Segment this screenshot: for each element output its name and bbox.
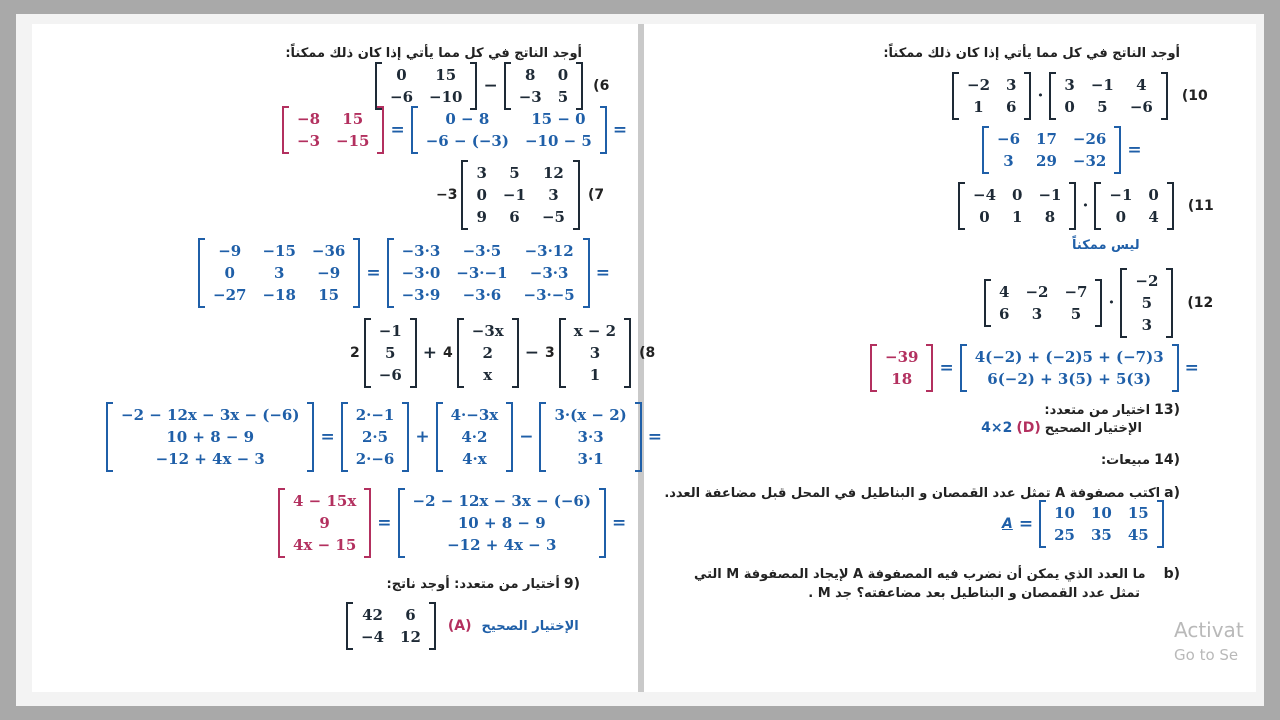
matrix-cell: 5: [385, 344, 396, 362]
minus-sign: −: [483, 76, 498, 96]
matrix-cell: −5: [541, 208, 565, 226]
matrix-cell: −3: [518, 88, 542, 106]
activation-watermark-line2: Go to Se: [1174, 646, 1239, 664]
matrix-cell: 0: [224, 264, 235, 282]
matrix-cell: 6: [509, 208, 520, 226]
problem-6: [375, 62, 609, 110]
problem-12-solution: [870, 344, 1201, 392]
matrix-cell: −36: [311, 242, 346, 260]
matrix-cell: −3·0: [401, 264, 441, 282]
matrix-cell: 5: [1097, 98, 1108, 116]
matrix-cell: 0: [476, 186, 487, 204]
equals-sign: =: [611, 513, 627, 533]
matrix-cell: 3: [1064, 76, 1075, 94]
p7-matrix: [461, 160, 579, 230]
p8-step-2: [436, 402, 514, 472]
equals-sign: =: [939, 358, 954, 378]
problem-7-label: (7: [587, 187, 605, 203]
matrix-cell: −2: [1025, 283, 1049, 301]
equals-sign: =: [366, 263, 381, 283]
problem-8-steps: [106, 402, 664, 472]
matrix-cell: 0 − 8: [445, 110, 490, 128]
p14a-answer: [1002, 500, 1164, 548]
matrix-cell: −1: [378, 322, 402, 340]
p14a-question: [664, 485, 1180, 501]
matrix-cell: 3: [548, 186, 559, 204]
problem-13-answer: [981, 420, 1142, 436]
problem-12-label: (12: [1187, 295, 1214, 311]
matrix-cell: 0: [396, 66, 407, 84]
problem-8-result: [278, 488, 628, 558]
matrix-cell: 3: [1003, 152, 1014, 170]
equals-sign: =: [390, 120, 405, 140]
plus-sign: +: [415, 427, 430, 447]
minus-sign: −: [524, 343, 539, 363]
right-instruction: أوجد الناتج في كل مما يأتي إذا كان ذلك ممكناً:: [883, 46, 1180, 61]
p13-answer-text: الإختيار الصحيح: [1044, 420, 1142, 436]
matrix-cell: −1: [1038, 186, 1062, 204]
dot-sign: ·: [1082, 196, 1089, 216]
p9-answer-matrix: [346, 602, 436, 650]
matrix-cell: −12 + 4x − 3: [155, 450, 265, 468]
matrix-cell: −3·6: [462, 286, 502, 304]
matrix-cell: 42: [362, 606, 383, 624]
matrix-cell: 15: [318, 286, 340, 304]
matrix-cell: −26: [1072, 130, 1107, 148]
matrix-cell: 5: [1070, 305, 1082, 323]
matrix-cell: 0: [557, 66, 569, 84]
matrix-cell: −6: [997, 130, 1021, 148]
matrix-cell: 8: [525, 66, 536, 84]
matrix-cell: −39: [885, 348, 919, 366]
matrix-cell: 3: [476, 164, 487, 182]
matrix-cell: 0: [1148, 186, 1159, 204]
problem-8-label: (8: [639, 345, 656, 361]
matrix-cell: 6: [999, 305, 1010, 323]
p9-answer-text: الإختيار الصحيح: [481, 618, 579, 634]
p8-coef-3: 3: [544, 345, 555, 361]
matrix-cell: 3·(x − 2): [554, 406, 627, 424]
p7-steps-matrix: [387, 238, 590, 308]
p11-matrix-a: [958, 182, 1076, 230]
matrix-cell: −6: [390, 88, 414, 106]
matrix-cell: −3·12: [524, 242, 574, 260]
activation-watermark-line1: Activat: [1174, 618, 1244, 642]
problem-7: [436, 160, 604, 230]
equals-sign: =: [377, 513, 392, 533]
p8-result-matrix: [278, 488, 371, 558]
matrix-cell: −4: [973, 186, 997, 204]
matrix-cell: 10 + 8 − 9: [166, 428, 255, 446]
matrix-cell: 3: [589, 344, 601, 362]
matrix-cell: 18: [891, 370, 913, 388]
matrix-cell: −3·3: [401, 242, 441, 260]
p9-text: أختيار من متعدد: أوجد ناتج:: [386, 576, 560, 592]
p14b-question: [694, 566, 1180, 582]
p13-choice: (D): [1016, 420, 1041, 436]
matrix-cell: 15: [342, 110, 364, 128]
problem-11: [958, 182, 1214, 230]
matrix-cell: 15 − 0: [531, 110, 586, 128]
problem-13-header: [1044, 402, 1180, 418]
p8-coef-2: 4: [443, 345, 453, 361]
matrix-cell: −8: [297, 110, 321, 128]
matrix-cell: 12: [400, 628, 421, 646]
matrix-cell: 5: [557, 88, 569, 106]
matrix-cell: 3·1: [577, 450, 604, 468]
matrix-cell: −9: [218, 242, 242, 260]
problem-10-result: [982, 126, 1144, 174]
matrix-cell: 4: [999, 283, 1010, 301]
matrix-cell: −27: [213, 286, 247, 304]
matrix-cell: 4 − 15x: [293, 492, 357, 510]
p8-combined-matrix-2: [398, 488, 606, 558]
equals-sign: =: [612, 120, 628, 140]
problem-14-label: 14): [1154, 452, 1180, 468]
p7-result-matrix: [198, 238, 360, 308]
p14a-label: a): [1164, 485, 1180, 501]
matrix-cell: 12: [543, 164, 564, 182]
matrix-cell: −1: [502, 186, 526, 204]
p11-not-possible: ليس ممكناً: [1072, 238, 1140, 253]
p6-matrix-b: [504, 62, 583, 110]
matrix-cell: −15: [262, 242, 296, 260]
matrix-cell: 25: [1054, 526, 1075, 544]
p14-text: مبيعات:: [1100, 452, 1151, 468]
p8-step-1: [341, 402, 410, 472]
matrix-cell: −3x: [471, 322, 504, 340]
matrix-cell: 4: [1148, 208, 1159, 226]
matrix-cell: 6: [405, 606, 416, 624]
p10-result-matrix: [982, 126, 1121, 174]
matrix-cell: −6: [378, 366, 402, 384]
matrix-cell: 8: [1044, 208, 1056, 226]
matrix-cell: −7: [1064, 283, 1088, 301]
p13-value: 4×2: [981, 420, 1013, 436]
problem-12: [984, 268, 1213, 338]
problem-6-solution: [282, 106, 629, 154]
matrix-cell: 3: [1006, 76, 1017, 94]
matrix-cell: −6: [1129, 98, 1153, 116]
matrix-cell: −32: [1072, 152, 1107, 170]
p8-step-3: [539, 402, 641, 472]
p14b-text-line1: ما العدد الذي يمكن أن نضرب فيه المصفوفة A لإيجاد المصفوفة M التي: [693, 566, 1146, 582]
matrix-cell: 2·5: [361, 428, 389, 446]
matrix-cell: 4: [1136, 76, 1147, 94]
matrix-cell: 1: [589, 366, 601, 384]
equals-sign: =: [647, 427, 662, 447]
matrix-cell: 5: [509, 164, 520, 182]
p8-coef-1: 2: [350, 345, 360, 361]
p13-text: اختيار من متعدد:: [1044, 402, 1151, 418]
matrix-cell: 1: [973, 98, 984, 116]
problem-11-label: (11: [1187, 198, 1214, 214]
matrix-cell: 35: [1090, 526, 1112, 544]
p14a-matrix-name: A: [1002, 516, 1013, 532]
dot-sign: ·: [1108, 293, 1115, 313]
matrix-cell: 9: [319, 514, 330, 532]
matrix-cell: 4·x: [462, 450, 487, 468]
matrix-cell: −3·−5: [523, 286, 575, 304]
matrix-cell: −4: [361, 628, 385, 646]
matrix-cell: 4(−2) + (−2)5 + (−7)3: [974, 348, 1164, 366]
problem-10-label: (10: [1181, 88, 1208, 104]
p14a-matrix: [1039, 500, 1164, 548]
p9-choice: (A): [447, 618, 472, 634]
matrix-cell: −3·9: [401, 286, 441, 304]
matrix-cell: −10 − 5: [524, 132, 592, 150]
matrix-cell: 9: [476, 208, 487, 226]
matrix-cell: −10: [429, 88, 463, 106]
p8-vector-1: [364, 318, 417, 388]
matrix-cell: −18: [262, 286, 296, 304]
problem-9-label: 9): [563, 576, 580, 592]
matrix-cell: −1: [1090, 76, 1114, 94]
matrix-cell: −12 + 4x − 3: [447, 536, 557, 554]
matrix-cell: 15: [1127, 504, 1149, 522]
matrix-cell: −2: [1135, 272, 1159, 290]
matrix-cell: x − 2: [573, 322, 617, 340]
matrix-cell: 0: [979, 208, 990, 226]
problem-7-solution: [198, 238, 612, 308]
matrix-cell: 0: [1064, 98, 1075, 116]
equals-sign: =: [595, 263, 610, 283]
problem-6-label: (6: [593, 78, 610, 94]
plus-sign: +: [422, 343, 438, 363]
matrix-cell: x: [483, 366, 493, 384]
p12-steps-matrix: [960, 344, 1179, 392]
left-instruction: أوجد الناتج في كل مما يأتي إذا كان ذلك ممكناً:: [285, 46, 582, 61]
problem-13-label: 13): [1154, 402, 1180, 418]
matrix-cell: 4·2: [461, 428, 488, 446]
matrix-cell: 10 + 8 − 9: [457, 514, 546, 532]
matrix-cell: −2 − 12x − 3x − (−6): [121, 406, 300, 424]
equals-sign: =: [1127, 140, 1142, 160]
p8-vector-2: [457, 318, 519, 388]
matrix-cell: 6: [1006, 98, 1017, 116]
matrix-cell: 2·−1: [355, 406, 395, 424]
matrix-cell: 2·−6: [355, 450, 395, 468]
matrix-cell: −1: [1109, 186, 1133, 204]
matrix-cell: 2: [482, 344, 493, 362]
p7-scalar: −3: [436, 187, 458, 203]
p14b-text-line2: تمثل عدد القمصان و البناطيل بعد مضاعفته؟ جد M .: [808, 586, 1140, 601]
p14b-label: b): [1163, 566, 1180, 582]
problem-8: [350, 318, 655, 388]
p14a-text: اكتب مصفوفة A تمثل عدد القمصان و البناطيل في المحل قبل مضاعفة العدد.: [664, 485, 1161, 501]
equals-sign: =: [1184, 358, 1199, 378]
p8-vector-3: [559, 318, 631, 388]
problem-10: [952, 72, 1208, 120]
matrix-cell: 10: [1090, 504, 1112, 522]
p6-result-matrix: [282, 106, 384, 154]
matrix-cell: 10: [1054, 504, 1075, 522]
matrix-cell: 15: [435, 66, 457, 84]
p8-combined-matrix: [106, 402, 314, 472]
matrix-cell: 3: [1031, 305, 1043, 323]
matrix-cell: −9: [317, 264, 341, 282]
p11-matrix-b: [1094, 182, 1173, 230]
p6-steps-matrix: [411, 106, 607, 154]
matrix-cell: −2: [967, 76, 991, 94]
matrix-cell: 5: [1141, 294, 1153, 312]
matrix-cell: −3·5: [462, 242, 502, 260]
matrix-cell: 4x − 15: [293, 536, 357, 554]
minus-sign: −: [519, 427, 534, 447]
equals-sign: =: [320, 427, 335, 447]
equals-sign: =: [1018, 514, 1034, 534]
matrix-cell: −3: [297, 132, 321, 150]
matrix-cell: −6 − (−3): [425, 132, 509, 150]
p10-matrix-a: [952, 72, 1031, 120]
matrix-cell: 29: [1036, 152, 1057, 170]
matrix-cell: −3·3: [529, 264, 569, 282]
matrix-cell: 3: [1141, 316, 1153, 334]
problem-9-header: [387, 576, 581, 592]
matrix-cell: 45: [1127, 526, 1149, 544]
p12-vector-b: [1120, 268, 1173, 338]
matrix-cell: 17: [1036, 130, 1057, 148]
matrix-cell: 6(−2) + 3(5) + 5(3): [987, 370, 1152, 388]
matrix-cell: 3·3: [577, 428, 604, 446]
matrix-cell: −3·−1: [456, 264, 508, 282]
matrix-cell: 0: [1012, 186, 1023, 204]
matrix-cell: 4·−3x: [450, 406, 499, 424]
matrix-cell: −2 − 12x − 3x − (−6): [412, 492, 591, 510]
matrix-cell: −15: [336, 132, 370, 150]
matrix-cell: 0: [1115, 208, 1127, 226]
matrix-cell: 1: [1012, 208, 1023, 226]
problem-9-answer: [346, 602, 579, 650]
matrix-cell: 3: [273, 264, 285, 282]
p12-matrix-a: [984, 279, 1102, 327]
dot-sign: ·: [1037, 86, 1044, 106]
problem-14-header: [1101, 452, 1180, 468]
p12-result-matrix: [870, 344, 933, 392]
p10-matrix-b: [1049, 72, 1167, 120]
p6-matrix-a: [375, 62, 477, 110]
